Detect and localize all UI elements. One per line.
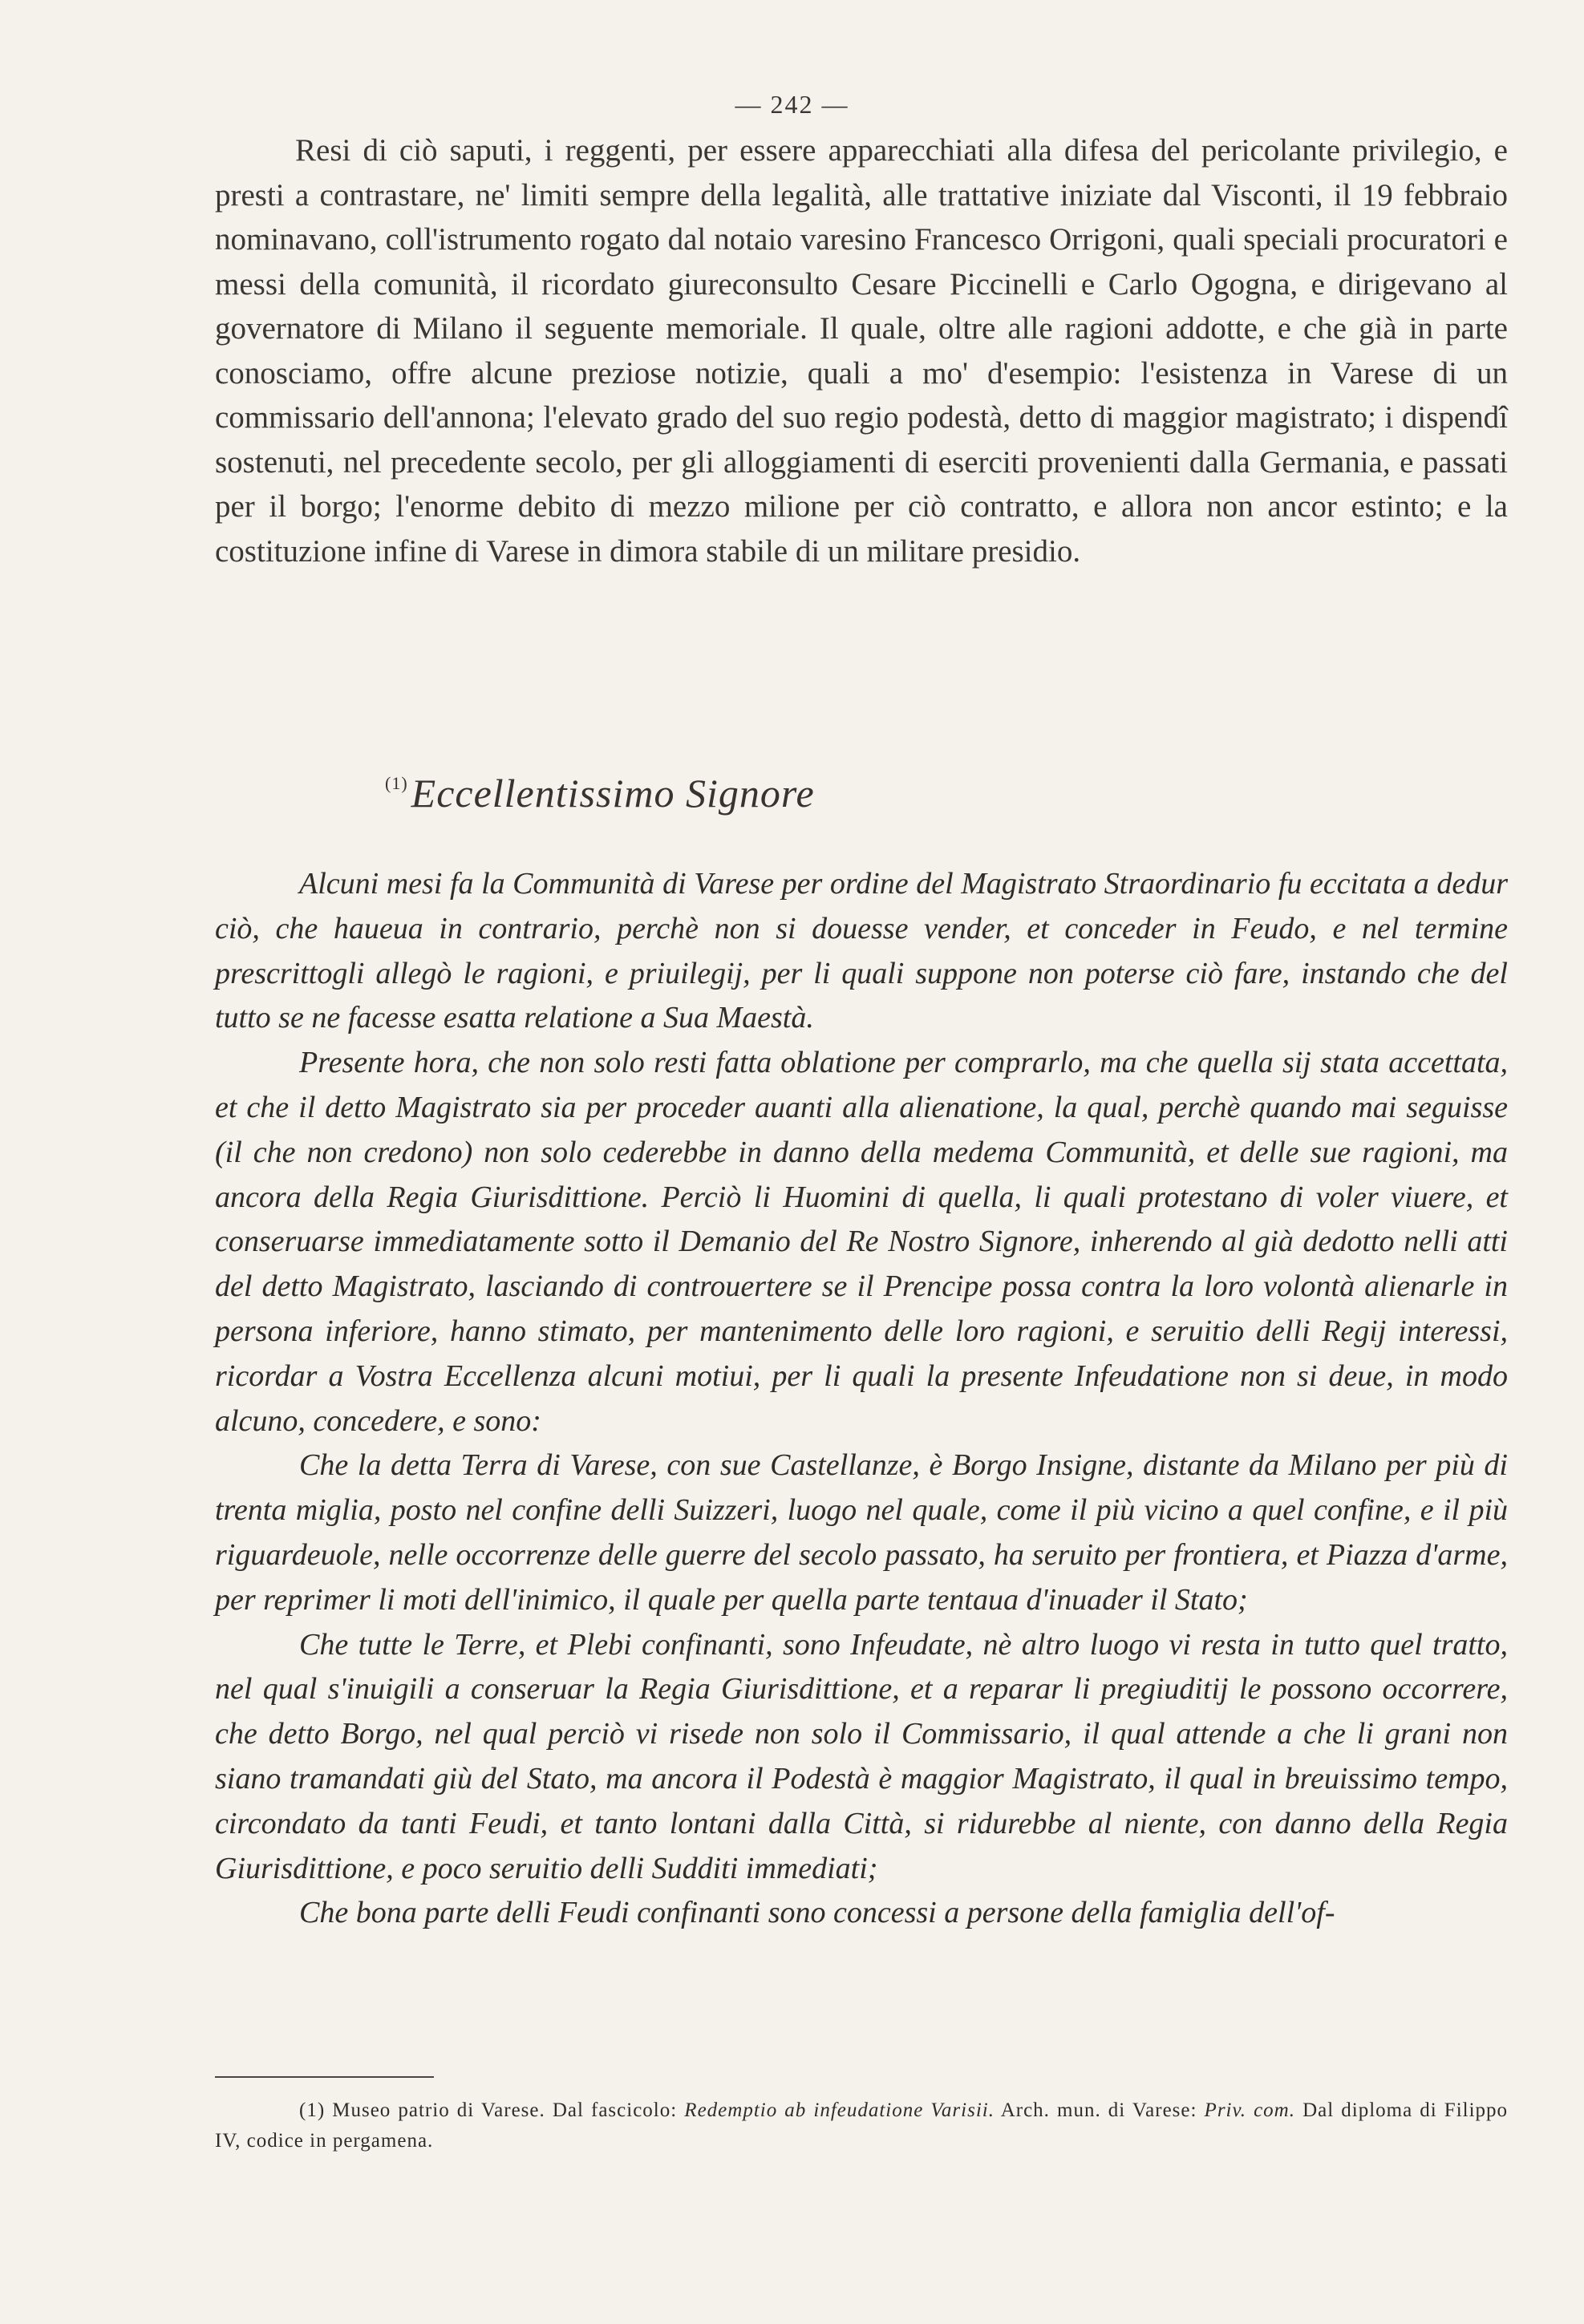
footnote-reference[interactable]: (1) — [385, 773, 408, 793]
footnote-divider — [215, 2076, 434, 2078]
footnote-title: Redemptio ab infeudatione Varisii. — [684, 2099, 995, 2121]
letter-heading — [385, 770, 815, 816]
page-number: — 242 — — [735, 90, 849, 119]
letter-paragraph: Alcuni mesi fa la Communità di Varese per ordine del Magistrato Straordinario fu eccitata a dedur ciò, che haueua in contrario, perchè non si douesse vender, et conceder in Feudo, e nel termine prescrittogli allegò le ragioni, e priuilegij, per li quali suppone non poterse ciò fare, instando che del tutto se ne facesse esatta relatione a Sua Maestà. — [215, 867, 1508, 1035]
letter-paragraph: Che la detta Terra di Varese, con sue Castellanze, è Borgo Insigne, distante da Milano per più di trenta miglia, posto nel confine delli Suizzeri, luogo nel quale, come il più vicino a quel confine, e il più riguardeuole, nelle occorrenze delle guerre del secolo passato, ha seruito per frontiera, et Piazza d'arme, per reprimer li moti dell'inimico, il quale per quella parte tentaua d'inuader il Stato; — [215, 1448, 1508, 1617]
letter-paragraph: Che bona parte delli Feudi confinanti sono concessi a persone della famiglia dell'of- — [299, 1896, 1335, 1930]
main-paragraph: Resi di ciò saputi, i reggenti, per essere apparecchiati alla difesa del pericolante privilegio, e presti a contrastare, ne' limiti sempre della legalità, alle trattative iniziate dal Visconti, il 19 febbraio nominavano, coll'istrumento rogato dal notaio varesino Francesco Orrigoni, quali speciali procuratori e messi della comunità, il ricordato giureconsulto Cesare Piccinelli e Carlo Ogogna, e dirigevano al governatore di Milano il seguente memoriale. Il quale, oltre alle ragioni addotte, e che già in parte conosciamo, offre alcune preziose notizie, quali a mo' d'esempio: l'esistenza in Varese di un commissario dell'annona; l'elevato grado del suo regio podestà, detto di maggior magistrato; i dispendî sostenuti, nel precedente secolo, per gli alloggiamenti di eserciti provenienti dalla Germania, e passati per il borgo; l'enorme debito di mezzo milione per ciò contratto, e allora non ancor estinto; e la costituzione infine di Varese in dimora stabile di un militare presidio. — [215, 133, 1508, 569]
footnote-source: Museo patrio di Varese. Dal fascicolo: — [332, 2099, 678, 2121]
footnote-detail: Dal diploma di Filippo IV, codice in pergamena. — [215, 2099, 1509, 2152]
footnote-abbrev: Priv. com. — [1204, 2099, 1295, 2121]
footnote-marker: (1) — [299, 2099, 326, 2121]
footnote — [215, 2095, 1508, 2156]
letter-paragraph: Presente hora, che non solo resti fatta oblatione per comprarlo, ma che quella sij stata accettata, et che il detto Magistrato sia per proceder auanti alla alienatione, la qual, perchè quando mai seguisse (il che non credono) non solo cederebbe in danno della medema Communità, et delle sue ragioni, ma ancora della Regia Giurisdittione. Perciò li Huomini di quella, li quali protestano di voler viuere, et conseruarse immediatamente sotto il Demanio del Re Nostro Signore, inherendo al già dedotto nelli atti del detto Magistrato, lasciando di controuertere se il Prencipe possa contra la loro volontà alienarle in persona inferiore, hanno stimato, per mantenimento delle loro ragioni, e seruitio delli Regij interessi, ricordar a Vostra Eccellenza alcuni motiui, per li quali la presente Infeudatione non si deue, in modo alcuno, concedere, e sono: — [215, 1046, 1508, 1438]
footnote-archive: Arch. mun. di Varese: — [1000, 2099, 1197, 2121]
letter-salutation: Eccellentissimo Signore — [411, 771, 815, 816]
letter-body — [215, 862, 1508, 1936]
letter-paragraph: Che tutte le Terre, et Plebi confinanti, sono Infeudate, nè altro luogo vi resta in tutto quel tratto, nel qual s'inuigili a conseruar la Regia Giurisdittione, et a reparar li pregiuditij le possono occorrere, che detto Borgo, nel qual perciò vi risede non solo il Commissario, il qual attende a che li grani non siano tramandati giù del Stato, ma ancora il Podestà è maggior Magistrato, il qual in breuissimo tempo, circondato da tanti Feudi, et tanto lontani dalla Città, si ridurebbe al niente, con danno della Regia Giurisdittione, e poco seruitio delli Sudditi immediati; — [215, 1627, 1508, 1885]
